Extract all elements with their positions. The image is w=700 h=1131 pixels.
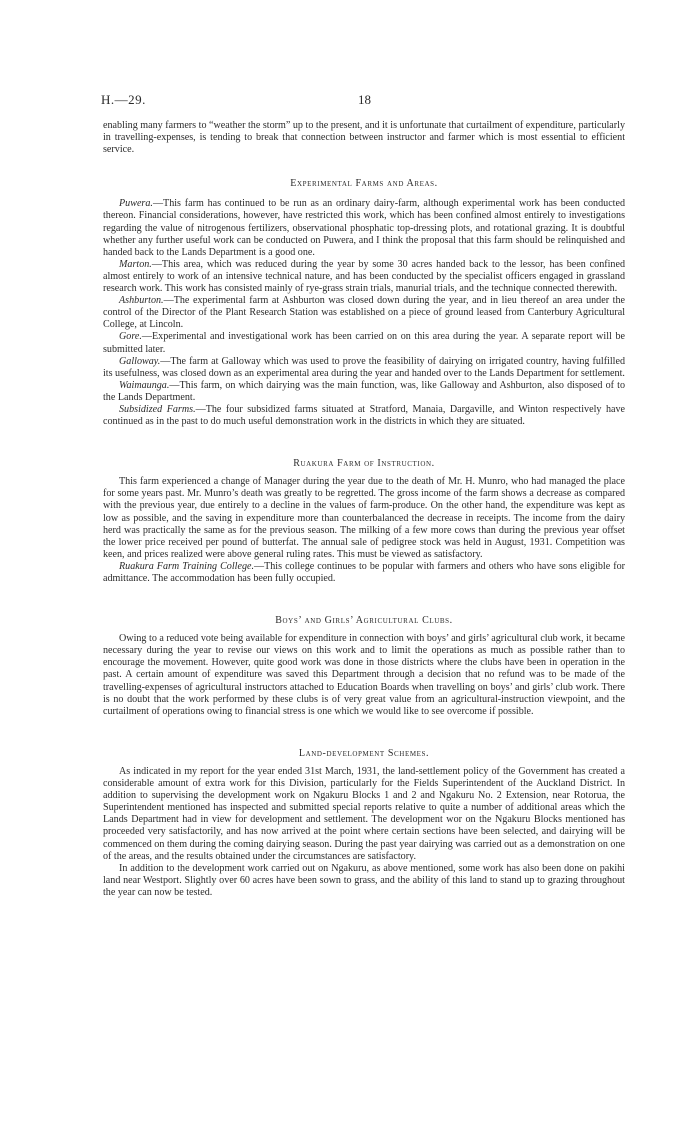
para-text: —The farm at Galloway which was used to prove the feasibility of dairying on irrigated country, having fulfilled its usefulness, was closed down as an experimental area during the year and handed over to the Lands Department for settlement. bbox=[103, 355, 625, 379]
para-gore bbox=[103, 331, 625, 355]
para-text: —The four subsidized farms situated at Stratford, Manaia, Dargaville, and Winton respectively have continued as in the past to do much useful demonstration work in the districts in which they are situated. bbox=[103, 403, 625, 428]
ruakura-paragraph: This farm experienced a change of Manager during the year due to the death of Mr. H. Munro, who had managed the place for some years past. Mr. Munro’s death was greatly to be regretted. The gross income of the farm shows a decrease as compared with the previous year, due entirely to a decline in the values of farm-produce. On the other hand, the expenditure was kept as low as possible, and the saving in expenditure more than counterbalanced the decrease in receipts. The income from the dairy herd was practically the same as for the previous season. The milking of a few more cows than during the previous year offset the lower price received per pound of butterfat. The annual sale of pedigree stock was held in August, 1931. Competition was keen, and prices realized were above general ruling rates. This must be viewed as satisfactory. bbox=[103, 476, 625, 560]
clubs-paragraph: Owing to a reduced vote being available for expenditure in connection with boys’ and girls’ agricultural club work, it became necessary during the year to revise our views on this work and to limit the operations as much as possible rather than to encourage the movement. However, quite good work was done in those districts where the clubs have been in operation in the past. A certain amount of expenditure was saved this Department through a decision that no refund was to be made of the travelling-expenses of agricultural instructors attached to Education Boards when travelling on boys’ and girls’ club work. There is no doubt that the work performed by these clubs is of very great value from an agricultural-instruction viewpoint, and the curtailment of operations owing to financial stress is one which we would like to see overcome if possible. bbox=[103, 633, 625, 717]
section-heading-land: Land-development Schemes. bbox=[298, 747, 430, 759]
para-text: —The experimental farm at Ashburton was closed down during the year, and in lieu thereof an area under the control of the Director of the Plant Research Station was established on a piece of ground leased from Canterbury Agricultural College, at Lincoln. bbox=[103, 295, 625, 331]
report-code: H.—29. bbox=[101, 92, 146, 107]
para-marton bbox=[103, 259, 625, 295]
para-lead: Subsidized Farms. bbox=[119, 403, 196, 415]
section-heading-ruakura: Ruakura Farm of Instruction. bbox=[293, 458, 435, 470]
experimental-paragraphs bbox=[103, 198, 625, 428]
para-text: —This farm has continued to be run as an ordinary dairy-farm, although experimental work has been conducted thereon. Financial considerations, however, have restricted this work, which has been confined almost entirely to investigations regarding the value of nitrogenous fertilizers, observational phosphatic top-dressing plots, and rotational grazing. It is doubtful whether any further useful work can be conducted on Puwera, and I think the proposal that this farm should be relinquished and handed back to the Lands Department is a good one. bbox=[103, 198, 625, 258]
para-lead: Ashburton. bbox=[119, 295, 164, 307]
intro-paragraph: enabling many farmers to “weather the storm” up to the present, and it is unfortunate that curtailment of expenditure, particularly in travelling-expenses, is tending to break that connection between instructor and farmer which is most essential to efficient service. bbox=[103, 120, 625, 156]
section-heading-clubs: Boys’ and Girls’ Agricultural Clubs. bbox=[275, 615, 453, 627]
page-number: 18 bbox=[358, 92, 371, 107]
para-text: —Experimental and investigational work has been carried on on this area during the year. A separate report will be submitted later. bbox=[103, 331, 625, 355]
para-lead: Gore. bbox=[119, 331, 142, 343]
land-paragraph-2: In addition to the development work carried out on Ngakuru, as above mentioned, some work has also been done on pakihi land near Westport. Slightly over 60 acres have been sown to grass, and the ability of this land to stand up to grazing throughout the year can now be tested. bbox=[103, 862, 625, 898]
para-lead: Puwera. bbox=[119, 198, 153, 210]
para-lead: Galloway. bbox=[119, 355, 161, 367]
para-puwera bbox=[103, 198, 625, 258]
land-paragraph-1: As indicated in my report for the year ended 31st March, 1931, the land-settlement policy of the Government has created a considerable amount of extra work for this Division, particularly for the Fields Superintendent of the Auckland District. In addition to supervising the development work on Ngakuru Blocks 1 and 2 and Ngakuru No. 2 Extension, near Rotorua, the Superintendent mentioned has inspected and submitted special reports relative to quite a number of additional areas which the Lands Department had in view for development and settlement. The development wor on the Ngakuru Blocks mentioned has proceeded very satisfactorily, and has now arrived at the point where certain sections have been selected, and dairying will be commenced on them during the coming dairying season. During the past year dairying was carried out as a demonstration on one of the areas, and the results obtained under the circumstances are satisfactory. bbox=[103, 765, 625, 862]
para-waimaunga bbox=[103, 380, 625, 404]
para-lead: Waimaunga. bbox=[119, 379, 170, 391]
para-text: —This farm, on which dairying was the main function, was, like Galloway and Ashburton, also disposed of to the Lands Department. bbox=[103, 379, 625, 403]
section-heading-experimental: Experimental Farms and Areas. bbox=[290, 178, 438, 190]
para-ashburton bbox=[103, 295, 625, 331]
para-text: —This college continues to be popular with farmers and others who have sons eligible for admittance. The accommodation has been fully occupied. bbox=[103, 560, 625, 584]
para-lead: Ruakura Farm Training College. bbox=[119, 560, 254, 572]
page-body bbox=[103, 120, 625, 899]
para-subsidized bbox=[103, 404, 625, 428]
para-lead: Marton. bbox=[119, 258, 152, 270]
ruakura-college-paragraph bbox=[103, 561, 625, 585]
para-text: —This area, which was reduced during the year by some 30 acres handed back to the lessor, has been confined almost entirely to work of an intensive technical nature, and has been conducted by the specialist officers engaged in grassland research work. This work has consisted mainly of rye-grass strain trials, manurial trials, and the technique connected therewith. bbox=[103, 258, 625, 295]
para-galloway bbox=[103, 356, 625, 380]
